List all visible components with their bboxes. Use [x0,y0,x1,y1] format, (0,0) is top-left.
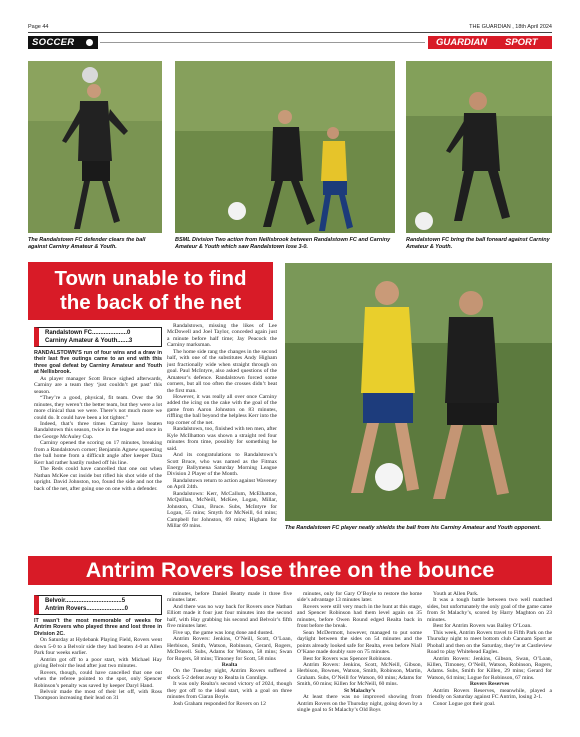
header-rule [28,32,552,33]
score-away: Antrim Rovers.......................0 [45,606,129,612]
paragraph: Rovers were still very much in the hunt at this stage, and Spencer Robinson had them level again on 35 minutes, before Owen Round edged Realta back in front before the break. [297,603,422,630]
paragraph: The home side rang the changes in the second half, with one of the substitutes Andy Higham just fractionally wide when straight through on goal. Paul McIntyre, also asked questions of the Amateur’s defence. Randalstown forced some corners, but all too often the crosses didn’t beat the first man. [167,348,277,394]
story1-column-1 [34,350,162,555]
paragraph: It was a tough battle between two well matched sides, but unfortunately the only goal of the game came from St Malachy’s, scored by Harry Maghton on 23 minutes. [427,597,552,623]
paragraph: minutes, only for Gary O’Boyle to restore the home side’s advantage 13 minutes later. [297,591,422,604]
subheading: Rovers Reserves [469,681,510,688]
paragraph: Five up, the game was long done and dusted. [173,629,274,636]
story2-column-2 [167,591,292,730]
paragraph: minutes, before Daniel Beatty made it three five minutes later. [167,591,292,604]
paragraph: And its congratulations to Randalstown’s Scott Bruce, who was named as the Fitmax Energy Ballymena Saturday Morning League Division 2 Player of the Month. [167,452,277,478]
paragraph: Randalstown: Kerr, McCallum, McElhatton, McQuillan, McNeill, McKee, Logan, Millar, Johnston, Chan, Bruce. Subs, McIntyre for Logan, 55 mins; Smyth for McNeill, 64 mins; Campbell for Johnston, 69 mins; Higham for Millar 69 mins. [167,490,277,530]
brand-main: GUARDIAN [436,37,488,48]
paragraph: This week, Antrim Rovers travel to Fifth Park on the Thursday night to meet bottom club Cannam Sport at Phoball and then on the Saturday, they’re at Castleview Road to play Whitehead Eagles. [427,629,552,656]
paragraph: Randalstown, missing the likes of Lee McDowell and Joel Taylor, conceded again just a minute before half time; Jay Peacock the Carniny marksman. [167,323,277,349]
paragraph: It was only Realta’s second victory of 2024, though they got off to the ideal start, with a goal on three minutes from Ciaran Boyle. [167,681,292,701]
paragraph: Rovers, though, could have cancelled that one out when the referee pointed to the spot, only Spencer Robinson’s penalty was saved by keeper Daryl Hand. [34,669,162,689]
paragraph: Sean McDermott, however, managed to put some daylight between the sides on 54 minutes and the points already looked safe for Realta, even before Niall O’Kane made doubly sure on 75 minutes. [297,629,422,656]
paragraph: Randalstown return to action against Waveney on April 24th. [167,477,277,491]
score-home: Belvoir..................................5 [45,598,126,604]
score-home: Randalstown FC.....................0 [45,330,131,336]
paragraph: Antrim Rovers: Jenkins, O’Neill, Scott, O’Loan, Herbison, Smith, Watson, Robinson, Gerard, Rogers, McDowell. Subs, Adams for Watson, 58 mins; Swan for Rogers, 58 mins; Timoney for Scott, 58 mins [167,636,292,662]
scoreline-box-1 [34,327,162,347]
paper-date: THE GUARDIAN , 18th April 2024 [469,24,552,30]
headline-line1: Town unable to find [54,267,247,290]
paragraph: Randalstown, too, finished with ten men, after Kyle McIlhatton was shown a straight red four minutes from time, possibly for something he said. [167,426,277,452]
caption-photo1: The Randalstown FC defender clears the ball against Carniny Amateur & Youth. [28,237,146,250]
paragraph: Best for Rovers was Spencer Robinson. [303,655,392,662]
paragraph: Josh Graham responded for Rovers on 12 [173,700,266,707]
section-tag [28,36,98,49]
paragraph: At least there was no improved showing from Antrim Rovers on the Thursday night, going down by a single goal to St Malachy’s Old Boys [297,694,422,714]
brand-bar [428,36,552,49]
paragraph: Belvoir made the most of their let off, with Ross Thompson increasing their lead on 31 [34,688,162,702]
paragraph: Antrim Rovers: Jenkins, Scott, McNeill, Gibson, Herbison, Bownes, Watson, Smith, Robinson, Martin, Graham. Subs, O’Neill for Watson, 60 mins; Adams for Smith, 60 mins; Killen for McNeill, 60 mins. [297,661,422,688]
caption-photo3: Randalstown FC bring the ball forward against Carniny Amateur & Youth. [406,237,550,250]
brand-sub: SPORT [505,37,538,48]
paragraph: RANDALSTOWN’S run of four wins and a draw in their last five outings came to an end with this three goal defeat by Carniny Amateur and Youth at Nellisbrook. [34,350,162,376]
paragraph: As player manager Scott Bruce sighed afterwards, Carniny are a team they ‘just couldn’t get past’ this season. [34,375,162,395]
paragraph: “They’re a good, physical, fit team. Over the 90 minutes, they weren’t the better team, but they were a lot more clinical than we were. There’s not much more we could do. It could have been a lot tighter.” [34,395,162,421]
paragraph: Antrim got off to a poor start, with Michael Hay giving Belvoir the lead after just two minutes. [34,656,162,670]
scoreline-box-2 [34,595,162,615]
paragraph: However, it was really all over once Carniny added the icing on the cake with the goal of the game from Aaron Johnston on 83 minutes, riffling the ball beyond the helpless Kerr into the top corner of the net. [167,393,277,426]
subheading: Realta [221,661,238,668]
header-line [100,42,425,43]
paragraph: The Reds could have cancelled that one out when Nathan McKee cut inside but rifled his shot wide of the upright. David Johnston, too, found the side and not the back of the net, after going one on one with a defender. [34,466,162,492]
story2-column-1 [34,618,162,730]
headline-line2: the back of the net [59,291,242,314]
paragraph: Carniny opened the scoring on 17 minutes, breaking from a Randalstown corner; Benjamin Agnew squeezing the ball home from a difficult angle after keeper Dara Kerr had rather hastily rushed off his line. [34,440,162,466]
subheading: St Malachy’s [343,687,376,694]
story2-column-4 [427,591,552,730]
paragraph: On the Tuesday night, Antrim Rovers suffered a shock 5-2 defeat away to Realta in Connlige. [167,668,292,681]
story2-column-3 [297,591,422,730]
page-number: Page 44 [28,24,49,30]
paragraph: Conor Logue got their goal. [433,700,496,707]
paragraph: On Saturday at Hydebank Playing Field, Rovers went down 5-0 to a Belvoir side they had beaten 4-0 at Allen Park four weeks earlier. [34,637,162,657]
paragraph: Best for Antrim Rovers was Bailey O’Loan. [433,623,532,630]
paragraph: Antrim Rovers Reserves, meanwhile, played a friendly on Saturday against FC Antrim, losing 2-1. [427,687,552,701]
headline-antrim-rovers: Antrim Rovers lose three on the bounce [28,556,552,585]
paragraph: Youth at Allen Park. [433,591,479,597]
paragraph: Antrim Rovers: Jenkins, Gibson, Swan, O’Loan, Killen, Timoney, O’Neill, Watson, Robinson, Rogers, Adams. Subs, Smith for Killen, 29 mins; Gerard for Watson, 64 mins; Logue for Robinson, 67 mins. [427,655,552,681]
score-away: Carniny Amateur & Youth.......3 [45,338,133,344]
section-label: SOCCER [32,37,75,48]
paragraph: And there was no way back for Rovers once Nathan Elliott made it four just four minutes into the second half, with Hay grabbing his second and Belvoir’s fifth five minutes later. [167,603,292,630]
photo-bring-ball-forward [406,61,552,233]
caption-photo2: BSML Division Two action from Nellisbrook between Randalstown FC and Carniny Amateur & Youth which saw Randalstown lose 3-0. [175,237,391,250]
headline-town-unable [28,262,273,320]
caption-photo4: The Randalstown FC player neatly shields the ball from his Carniny Amateur and Youth opponent. [285,525,541,531]
photo-bsml-action [175,61,395,233]
paragraph: IT wasn’t the most memorable of weeks for Antrim Rovers who played three and lost three in Division 2C. [34,618,162,637]
photo-defender-clears [28,61,162,233]
paragraph: Indeed, that’s three times Carniny have beaten Randalstown this season, twice in the league and once in the George McAuley Cup. [34,420,162,440]
story1-column-2 [167,323,277,555]
soccer-ball-icon [85,38,94,47]
photo-shields-ball [285,263,552,521]
